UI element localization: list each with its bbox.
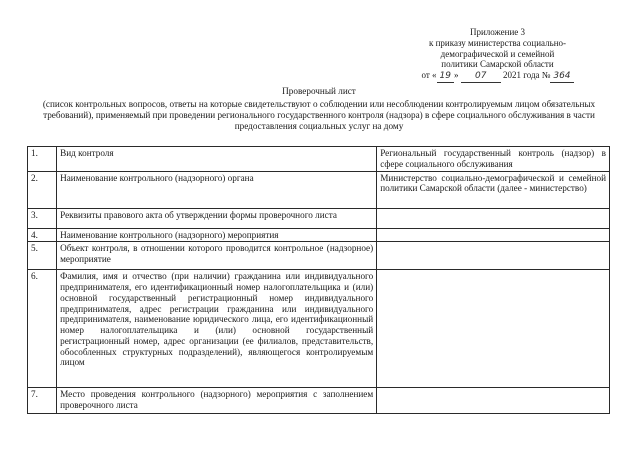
date-prefix: от «: [421, 70, 437, 81]
row-value: Региональный государственный контроль (надзор) в сфере социального обслуживания: [377, 147, 610, 172]
table-row: [28, 388, 610, 414]
row-number: 6.: [28, 270, 57, 388]
appendix-date-line: [400, 70, 595, 83]
table-row: [28, 228, 610, 242]
appendix-ministry-line: демографической и семейной: [440, 48, 555, 59]
handwritten-order-number: 364: [550, 71, 573, 83]
date-year-text: 2021 года №: [502, 70, 551, 81]
table-row: [28, 147, 610, 172]
row-number: 4.: [28, 228, 57, 242]
handwritten-day: 19: [437, 71, 454, 83]
row-number: 7.: [28, 388, 57, 414]
appendix-order-line: к приказу министерства социально-: [428, 37, 567, 48]
document-title-block: [30, 86, 608, 132]
row-description: Реквизиты правового акта об утверждении формы проверочного листа: [57, 208, 377, 228]
table-row: [28, 171, 610, 208]
row-value: [377, 270, 610, 388]
table-row: [28, 270, 610, 388]
appendix-header: [400, 27, 595, 83]
row-value: [377, 242, 610, 270]
checklist-table: [27, 146, 610, 414]
handwritten-month: 07: [461, 71, 501, 83]
row-description: Наименование контрольного (надзорного) органа: [57, 171, 377, 208]
row-value: [377, 388, 610, 414]
row-description: Объект контроля, в отношении которого проводится контрольное (надзорное) мероприятие: [57, 242, 377, 270]
document-title: Проверочный лист: [282, 86, 356, 96]
row-number: 1.: [28, 147, 57, 172]
date-mid: »: [453, 70, 459, 81]
row-value: [377, 228, 610, 242]
table-row: [28, 208, 610, 228]
row-description: Место проведения контрольного (надзорного) мероприятия с заполнением проверочного листа: [57, 388, 377, 414]
row-description: Вид контроля: [57, 147, 377, 172]
row-number: 5.: [28, 242, 57, 270]
row-description: Наименование контрольного (надзорного) мероприятия: [57, 228, 377, 242]
document-subtitle: (список контрольных вопросов, ответы на которые свидетельствуют о соблюдении или несоблюдении контролируемым лицом обязательных требований), применяемый при проведении регионального государственного контроля (надзора) в сфере социального обслуживания в части предоставления социальных услуг на дому: [42, 99, 596, 132]
appendix-title: Приложение 3: [469, 27, 526, 37]
appendix-region-line: политики Самарской области: [441, 59, 554, 70]
row-description: Фамилия, имя и отчество (при наличии) гражданина или индивидуального предпринимателя, его идентификационный номер налогоплательщика и (или) основной государственный регистрационный номер индивидуального предпринимателя, адрес регистрации гражданина или индивидуального предпринимателя, наименование юридического лица, его идентификационный номер налогоплательщика и (или) основной государственный регистрационный номер, адрес организации (ее филиалов, представительств, обособленных структурных подразделений), являющегося контролируемым лицом: [57, 270, 377, 388]
row-number: 2.: [28, 171, 57, 208]
row-number: 3.: [28, 208, 57, 228]
row-value: Министерство социально-демографической и семейной политики Самарской области (далее - министерство): [377, 171, 610, 208]
row-value: [377, 208, 610, 228]
table-row: [28, 242, 610, 270]
